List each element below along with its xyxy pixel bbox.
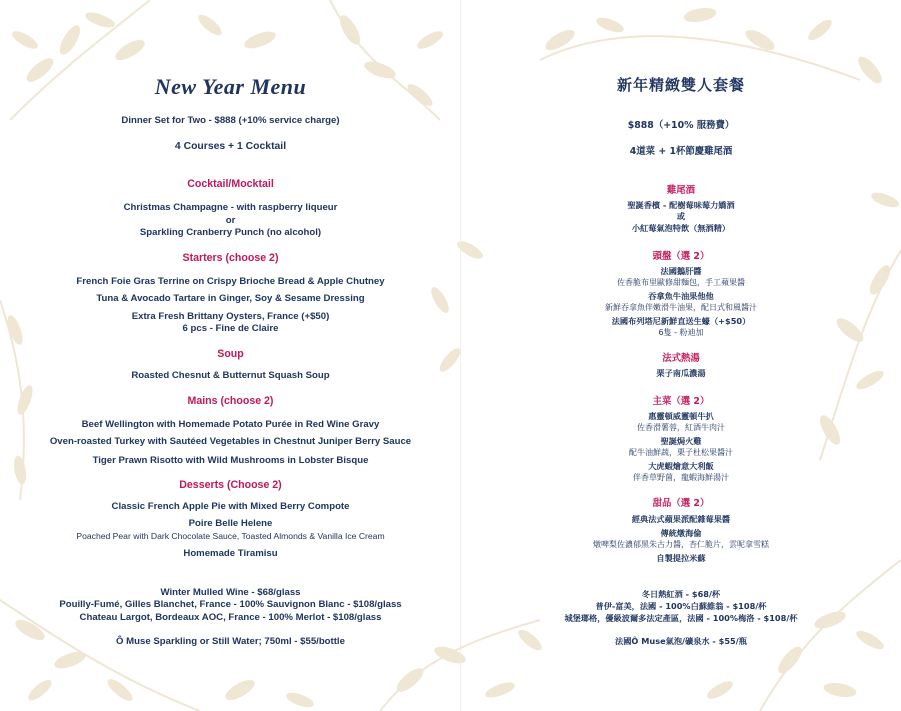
english-starter-item: Extra Fresh Brittany Oysters, France (+$50) [131, 311, 330, 322]
english-dessert-item: Poire Belle Helene [188, 518, 273, 529]
chinese-mains-heading: 主菜（選 2） [652, 396, 710, 407]
chinese-main-item-detail: 伴香草野菌，龍蝦海鮮湯汁 [633, 473, 729, 482]
chinese-set-line: $888（+10% 服務費） [627, 120, 735, 131]
english-soup-item: Roasted Chesnut & Butternut Squash Soup [131, 370, 330, 381]
chinese-drink-line: 冬日熱紅酒 - $68/杯 [641, 589, 721, 599]
english-starter-item: French Foie Gras Terrine on Crispy Brioche Bread & Apple Chutney [76, 276, 385, 287]
english-dessert-item: Classic French Apple Pie with Mixed Berry Compote [111, 501, 350, 512]
chinese-cocktail-or: 或 [676, 211, 686, 221]
english-starters-heading: Starters (choose 2) [182, 252, 279, 264]
chinese-dessert-item: 經典法式蘋果派配雜莓果醬 [631, 514, 731, 524]
english-mains-heading: Mains (choose 2) [187, 395, 274, 407]
chinese-soup-item: 栗子南瓜濃湯 [656, 368, 706, 378]
chinese-main-item: 惠靈頓威靈頓牛扒 [648, 411, 714, 421]
chinese-menu-page [461, 0, 901, 711]
chinese-starter-item-detail: 6隻 - 粉迪加 [658, 328, 704, 337]
chinese-cocktail-heading: 雞尾酒 [666, 185, 696, 196]
chinese-dessert-item-detail: 燉啤梨佐濃郁黑朱古力醬，杏仁脆片，雲呢拿雪糕 [593, 540, 769, 549]
english-drink-line: Winter Mulled Wine - $68/glass [160, 587, 301, 598]
chinese-cocktail-item: 聖誕香檳 - 配樹莓味莓力嬌酒 [627, 200, 735, 210]
english-cocktail-or: or [225, 215, 236, 226]
chinese-drink-line: 法國Ô Muse氣泡/礦泉水 - $55/瓶 [615, 636, 747, 646]
english-courses-line: 4 Courses + 1 Cocktail [174, 141, 287, 152]
english-soup-heading: Soup [217, 348, 244, 360]
english-drink-line: Pouilly-Fumé, Gilles Blanchet, France - 100% Sauvignon Blanc - $108/glass [59, 599, 402, 610]
chinese-starter-item: 法國布列塔尼新鮮直送生蠔（+$50） [611, 316, 751, 326]
english-starter-item: Tuna & Avocado Tartare in Ginger, Soy & Sesame Dressing [96, 293, 365, 304]
english-cocktail-heading: Cocktail/Mocktail [187, 178, 274, 190]
english-desserts-heading: Desserts (Choose 2) [179, 479, 282, 491]
english-main-item: Tiger Prawn Risotto with Wild Mushrooms in Lobster Bisque [92, 455, 369, 466]
english-starter-item-detail: 6 pcs - Fine de Claire [182, 323, 279, 334]
english-cocktail-item: Christmas Champagne - with raspberry liqueur [123, 202, 338, 213]
chinese-courses-line: 4道菜 + 1杯節慶雞尾酒 [629, 146, 733, 157]
english-main-item: Beef Wellington with Homemade Potato Purée in Red Wine Gravy [81, 419, 380, 430]
english-dessert-item-detail: Poached Pear with Dark Chocolate Sauce, Toasted Almonds & Vanilla Ice Cream [76, 531, 385, 541]
english-title: New Year Menu [154, 74, 307, 99]
english-dessert-item: Homemade Tiramisu [183, 548, 278, 559]
english-set-line: Dinner Set for Two - $888 (+10% service charge) [121, 115, 340, 126]
chinese-starter-item-detail: 新鮮吞拿魚伴嫩滑牛油果，配日式和風醬汁 [605, 303, 757, 312]
chinese-main-item-detail: 配牛油鮮蔬，栗子杜松果醬汁 [629, 448, 733, 457]
chinese-cocktail-item: 小紅莓氣泡特飲（無酒精） [631, 223, 731, 233]
chinese-drink-line: 城堡瑯格，優級波爾多法定產區，法國 - 100%梅洛 - $108/杯 [564, 613, 798, 623]
chinese-starter-item: 法國鵝肝醬 [660, 266, 702, 276]
chinese-starters-heading: 頭盤（選 2） [652, 251, 710, 262]
chinese-drink-line: 普伊-富美，法國 - 100%白蘇維翁 - $108/杯 [595, 601, 767, 611]
chinese-main-item-detail: 佐香滑薯蓉，紅酒牛肉汁 [637, 423, 725, 432]
english-drink-line: Ô Muse Sparkling or Still Water; 750ml - $55/bottle [116, 636, 345, 647]
english-main-item: Oven-roasted Turkey with Sautéed Vegetables in Chestnut Juniper Berry Sauce [49, 436, 412, 447]
chinese-dessert-item: 傳統燉海倫 [660, 528, 702, 538]
english-drink-line: Chateau Largot, Bordeaux AOC, France - 100% Merlot - $108/glass [79, 612, 382, 623]
chinese-starter-item-detail: 佐香脆布里歐修甜麵包，手工蘋果醬 [617, 278, 745, 287]
chinese-title: 新年精緻雙人套餐 [616, 76, 745, 94]
chinese-main-item: 大虎蝦燴意大利飯 [648, 461, 714, 471]
chinese-desserts-heading: 甜品（選 2） [652, 498, 710, 509]
chinese-starter-item: 吞拿魚牛油果他他 [648, 291, 714, 301]
chinese-dessert-item: 自製提拉米蘇 [656, 553, 706, 563]
chinese-soup-heading: 法式熱湯 [662, 353, 700, 364]
english-cocktail-item: Sparkling Cranberry Punch (no alcohol) [139, 227, 322, 238]
chinese-main-item: 聖誕焗火雞 [660, 436, 702, 446]
